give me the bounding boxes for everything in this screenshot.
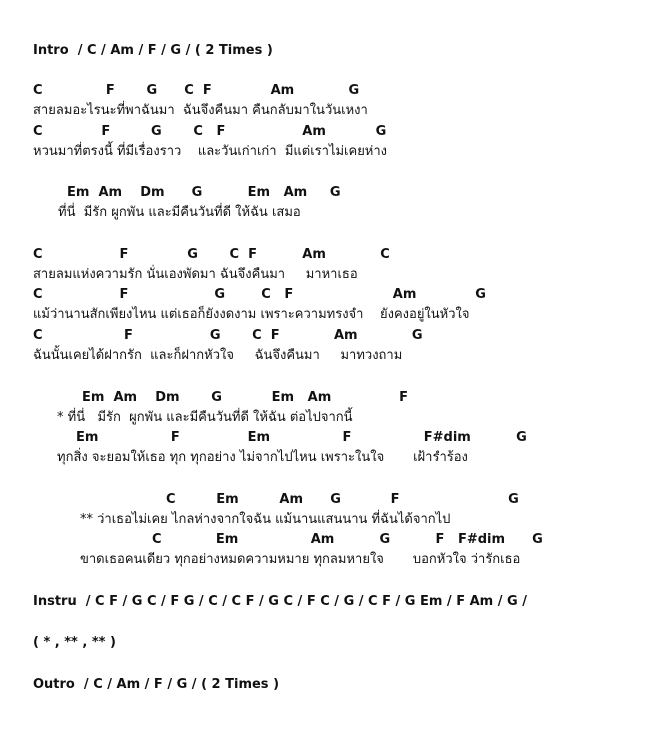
chorus2-lyrics-2: ขาดเธอคนเดียว ทุกอย่างหมดความหมาย ทุกลมหายใจ บอกหัวใจ ว่ารักเธอ: [80, 552, 521, 567]
instru-line: Instru / C F / G C / F G / C / C F / G C / F C / G / C F / G Em / F Am / G /: [33, 594, 527, 609]
verse1-chords-2: C F G C F Am G: [33, 124, 387, 139]
chorus2-chords-1: C Em Am G F G: [166, 492, 519, 507]
verse2-lyrics-2: แม้ว่านานสักเพียงไหน แต่เธอก็ยังงดงาม เพราะความทรงจำ ยังคงอยู่ในหัวใจ: [33, 307, 470, 322]
verse1-lyrics-1: สายลมอะไรนะที่พาฉันมา ฉันจึงคืนมา คืนกลับมาในวันเหงา: [33, 103, 368, 118]
outro-line: Outro / C / Am / F / G / ( 2 Times ): [33, 677, 280, 692]
chorus1-lyrics-2: ทุกสิ่ง จะยอมให้เธอ ทุก ทุกอย่าง ไม่จากไปไหน เพราะในใจ เฝ้ารำร้อง: [57, 450, 468, 465]
verse2-chords-3: C F G C F Am G: [33, 328, 423, 343]
chorus1-lyrics-1: * ที่นี่ มีรัก ผูกพัน และมีคืนวันที่ดี ให้ฉัน ต่อไปจากนี้: [57, 410, 353, 425]
verse2-chords-2: C F G C F Am G: [33, 287, 486, 302]
intro-line: Intro / C / Am / F / G / ( 2 Times ): [33, 43, 273, 58]
pre1-lyrics: ที่นี่ มีรัก ผูกพัน และมีคืนวันที่ดี ให้ฉัน เสมอ: [58, 205, 301, 220]
verse1-lyrics-2: หวนมาที่ตรงนี้ ที่มีเรื่องราว และวันเก่าเก่า มีแต่เราไม่เคยห่าง: [33, 144, 388, 159]
pre1-chords: Em Am Dm G Em Am G: [67, 185, 341, 200]
chorus1-chords-2: Em F Em F F#dim G: [76, 430, 527, 445]
verse2-chords-1: C F G C F Am C: [33, 247, 390, 262]
verse1-chords-1: C F G C F Am G: [33, 83, 360, 98]
chorus1-chords-1: Em Am Dm G Em Am F: [82, 390, 409, 405]
chorus2-chords-2: C Em Am G F F#dim G: [152, 532, 543, 547]
verse2-lyrics-1: สายลมแห่งความรัก นั่นเองพัดมา ฉันจึงคืนมา มาหาเธอ: [33, 267, 358, 282]
verse2-lyrics-3: ฉันนั้นเคยได้ฝากรัก และก็ฝากหัวใจ ฉันจึงคืนมา มาทวงถาม: [33, 348, 403, 363]
chorus2-lyrics-1: ** ว่าเธอไม่เคย ไกลห่างจากใจฉัน แม้นานแสนนาน ที่ฉันได้จากไป: [80, 512, 451, 527]
repeat-line: ( * , ** , ** ): [33, 635, 116, 650]
